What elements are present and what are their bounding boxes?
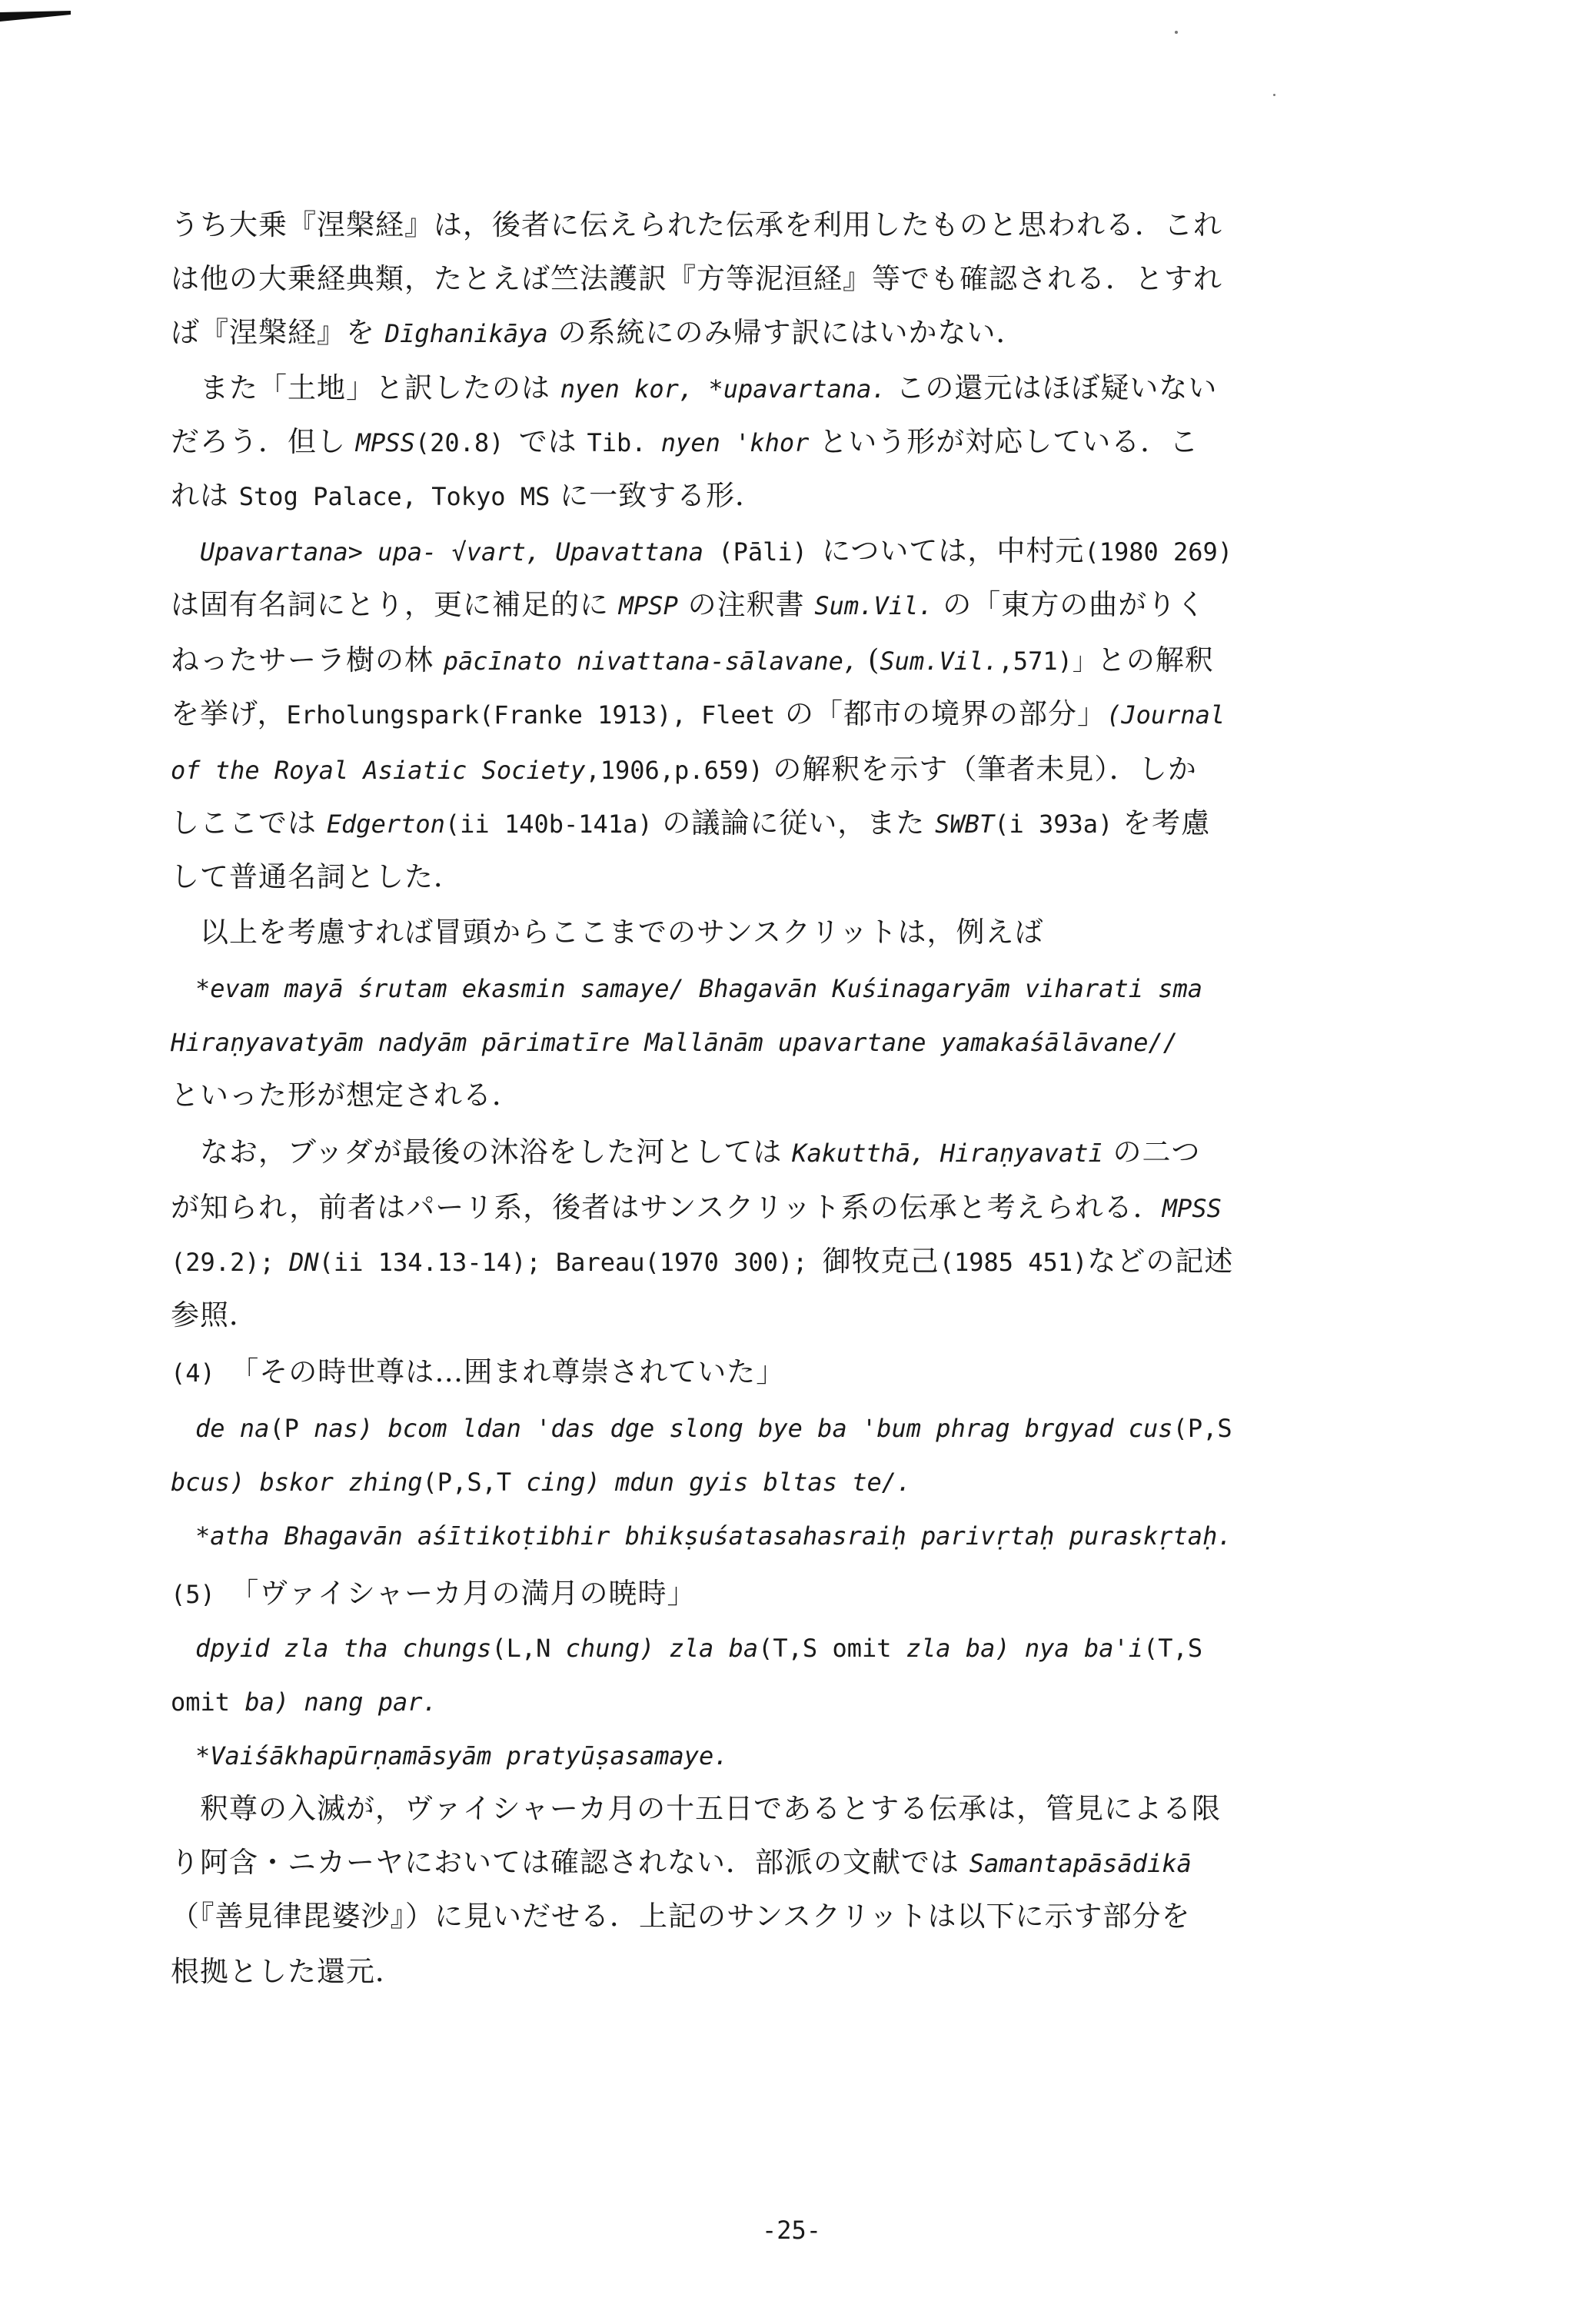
text-span: 釈尊の入滅が，ヴァイシャーカ月の十五日であるとする伝承は，管見による限 (171, 1792, 1222, 1825)
text-span: を挙げ， (171, 697, 287, 730)
text-span: については，中村元 (822, 534, 1085, 567)
text-span: ,571)」 (998, 647, 1097, 676)
text-line (171, 1845, 1192, 1881)
text-line (171, 1410, 1232, 1446)
text-line (171, 1899, 1191, 1934)
italic-term: cing) mdun gyis bltas te/. (526, 1468, 912, 1497)
text-span: の議論に従い，また (652, 806, 936, 839)
text-span: ,1906,p.659) (585, 756, 763, 785)
italic-term: Sum.Vil. (814, 591, 933, 620)
text-line (171, 208, 1222, 243)
text-span: 御牧克己 (822, 1245, 939, 1278)
text-span: (L,N (491, 1634, 566, 1663)
text-span: して普通名詞とした． (171, 860, 463, 893)
text-span: Stog Palace, Tokyo MS (238, 482, 550, 511)
text-line (171, 1298, 258, 1333)
text-span: 根拠とした還元． (171, 1955, 404, 1988)
italic-term: bcus) bskor zhing (171, 1468, 423, 1497)
italic-term: DN (289, 1248, 319, 1277)
text-line (171, 806, 1210, 842)
italic-term: dpyid zla tha chungs (171, 1634, 492, 1663)
italic-term: *atha Bhagavān aśītikoṭibhir bhikṣuśatasahasraiḥ parivṛtaḥ puraskṛtaḥ. (171, 1521, 1232, 1551)
text-line (171, 261, 1222, 297)
text-span: り阿含・ニカーヤにおいては確認されない．部派の文献では (171, 1846, 969, 1879)
text-span: ば『涅槃経』を (171, 316, 385, 349)
text-span: ( (858, 643, 880, 677)
text-line (171, 478, 764, 514)
text-line (171, 1791, 1221, 1827)
text-span: 以上を考慮すれば冒頭からここまでのサンスクリットは，例えば (171, 916, 1044, 949)
italic-term: MPSP (618, 591, 678, 620)
text-line (171, 315, 1025, 351)
italic-term: SWBT (935, 810, 995, 839)
text-span: (29.2); (171, 1248, 290, 1277)
text-span: (P,S,T (422, 1468, 527, 1497)
text-span: が知られ，前者はパーリ系，後者はサンスクリット系の伝承と考えられる． (171, 1191, 1162, 1224)
italic-term: Hiraṇyavatyām nadyām pārimatīre Mallānām upavartane yamakaśālāvane// (171, 1028, 1179, 1057)
text-span: との解釈 (1096, 643, 1214, 677)
text-span: という形が対応している．こ (809, 425, 1199, 458)
text-span: 参照． (171, 1298, 258, 1332)
text-span: (20.8) (414, 428, 519, 457)
text-line (171, 970, 1202, 1006)
text-span: だろう．但し (171, 425, 356, 458)
text-line (171, 371, 1217, 407)
italic-term: zla ba) nya ba'i (906, 1634, 1144, 1663)
text-span: なお，ブッダが最後の沐浴をした河としては (171, 1135, 793, 1169)
italic-term: MPSS (355, 428, 415, 457)
text-span: の二つ (1102, 1135, 1201, 1169)
text-line (171, 424, 1199, 460)
text-span: Tib. (587, 428, 661, 457)
text-line (171, 1684, 437, 1720)
italic-term: nyen kor, *upavartana. (560, 374, 886, 404)
italic-term: *Vaiśākhapūrṇamāsyām pratyūṣasamaye. (171, 1741, 729, 1770)
text-line (171, 752, 1197, 788)
italic-term: Samantapāsādikā (969, 1849, 1192, 1878)
text-line (171, 915, 1044, 950)
text-span: うち大乗『涅槃経』は，後者に伝えられた伝承を利用したものと思われる．これ (171, 208, 1222, 241)
text-line (171, 1464, 911, 1500)
text-line (171, 1576, 696, 1612)
italic-term: MPSS (1162, 1194, 1222, 1223)
text-line (171, 859, 463, 895)
italic-term: pācīnato nivattana-sālavane, (443, 647, 859, 676)
text-span: (i 393a) (994, 810, 1113, 839)
italic-term: Sum.Vil. (880, 647, 999, 676)
text-line (171, 1355, 785, 1391)
text-span: omit (171, 1687, 245, 1717)
text-span: の「都市の境界の部分」 (775, 697, 1107, 730)
text-line (171, 1078, 521, 1113)
text-span: (Pāli) (703, 537, 823, 567)
text-line (171, 1954, 404, 1990)
text-span: （『善見律毘婆沙』）に見いだせる．上記のサンスクリットは以下に示す部分を (171, 1900, 1191, 1933)
text-line (171, 587, 1206, 623)
italic-term: Edgerton (326, 810, 445, 839)
italic-term: of the Royal Asiatic Society (171, 756, 586, 785)
text-span: ねったサーラ樹の林 (171, 643, 444, 677)
italic-term: Dīghanikāya (384, 319, 548, 348)
text-line (171, 1244, 1233, 1280)
text-span: といった形が想定される． (171, 1079, 521, 1112)
italic-term: (Journal (1106, 700, 1225, 730)
text-span: に一致する形． (550, 479, 765, 512)
text-span: れは (171, 479, 239, 512)
text-span: の注釈書 (677, 588, 815, 621)
text-span: (ii 140b-141a) (444, 810, 653, 839)
text-span: (4) (171, 1358, 215, 1388)
scan-speck (1175, 31, 1178, 34)
text-span: の解釈を示す（筆者未見）．しか (763, 753, 1197, 786)
text-line (171, 1024, 1178, 1060)
italic-term: *evam mayā śrutam ekasmin samaye/ Bhagavān Kuśinagaryām viharati sma (171, 974, 1203, 1003)
text-span: (ii 134.13-14); Bareau(1970 300); (318, 1248, 823, 1277)
italic-term: chung) zla ba (565, 1634, 759, 1663)
scan-corner-mark (0, 11, 71, 23)
text-span: 「その時世尊は…囲まれ尊崇されていた」 (215, 1355, 786, 1388)
text-span: などの記述 (1087, 1245, 1234, 1278)
text-line (171, 1630, 1202, 1666)
text-span: (T,S (1143, 1634, 1203, 1663)
italic-term: nas) bcom ldan 'das dge slong bye ba 'bum phrag brgyad cus (314, 1414, 1173, 1443)
text-span: この還元はほぼ疑いない (886, 371, 1218, 404)
text-span: また「土地」と訳したのは (171, 371, 560, 404)
text-span: (P,S (1172, 1414, 1232, 1443)
scan-speck (1273, 94, 1275, 96)
text-span: (P (269, 1414, 314, 1443)
text-span: (1980 269) (1084, 537, 1233, 567)
text-span: (1985 451) (939, 1248, 1088, 1277)
text-span: は固有名詞にとり，更に補足的に (171, 588, 619, 621)
text-line (171, 534, 1232, 570)
text-line (171, 697, 1225, 733)
text-line (171, 1518, 1232, 1554)
text-span: (T,S omit (758, 1634, 906, 1663)
text-span: の「東方の曲がりく (933, 588, 1206, 621)
text-span: の系統にのみ帰す訳にはいかない． (547, 316, 1026, 349)
italic-term: ba) nang par. (244, 1687, 437, 1717)
text-span: Erholungspark(Franke 1913), Fleet (286, 700, 776, 730)
text-line (171, 643, 1214, 679)
italic-term: nyen 'khor (660, 428, 810, 457)
text-span (171, 534, 200, 567)
italic-term: de na (171, 1414, 270, 1443)
italic-term: Kakutthā, Hiraṇyavatī (792, 1139, 1103, 1168)
text-span: では (518, 425, 587, 458)
text-line (171, 1190, 1222, 1226)
text-span: (5) (171, 1580, 215, 1609)
text-span: は他の大乗経典類，たとえば竺法護訳『方等泥洹経』等でも確認される．とすれ (171, 262, 1222, 295)
text-line (171, 1737, 729, 1774)
italic-term: Upavartana> upa- √vart, Upavattana (200, 537, 704, 567)
page-number: -25- (761, 2216, 822, 2245)
text-span: 「ヴァイシャーカ月の満月の暁時」 (215, 1577, 697, 1610)
text-span: しここでは (171, 806, 327, 839)
text-line (171, 1135, 1201, 1171)
text-span: を考慮 (1112, 806, 1211, 839)
